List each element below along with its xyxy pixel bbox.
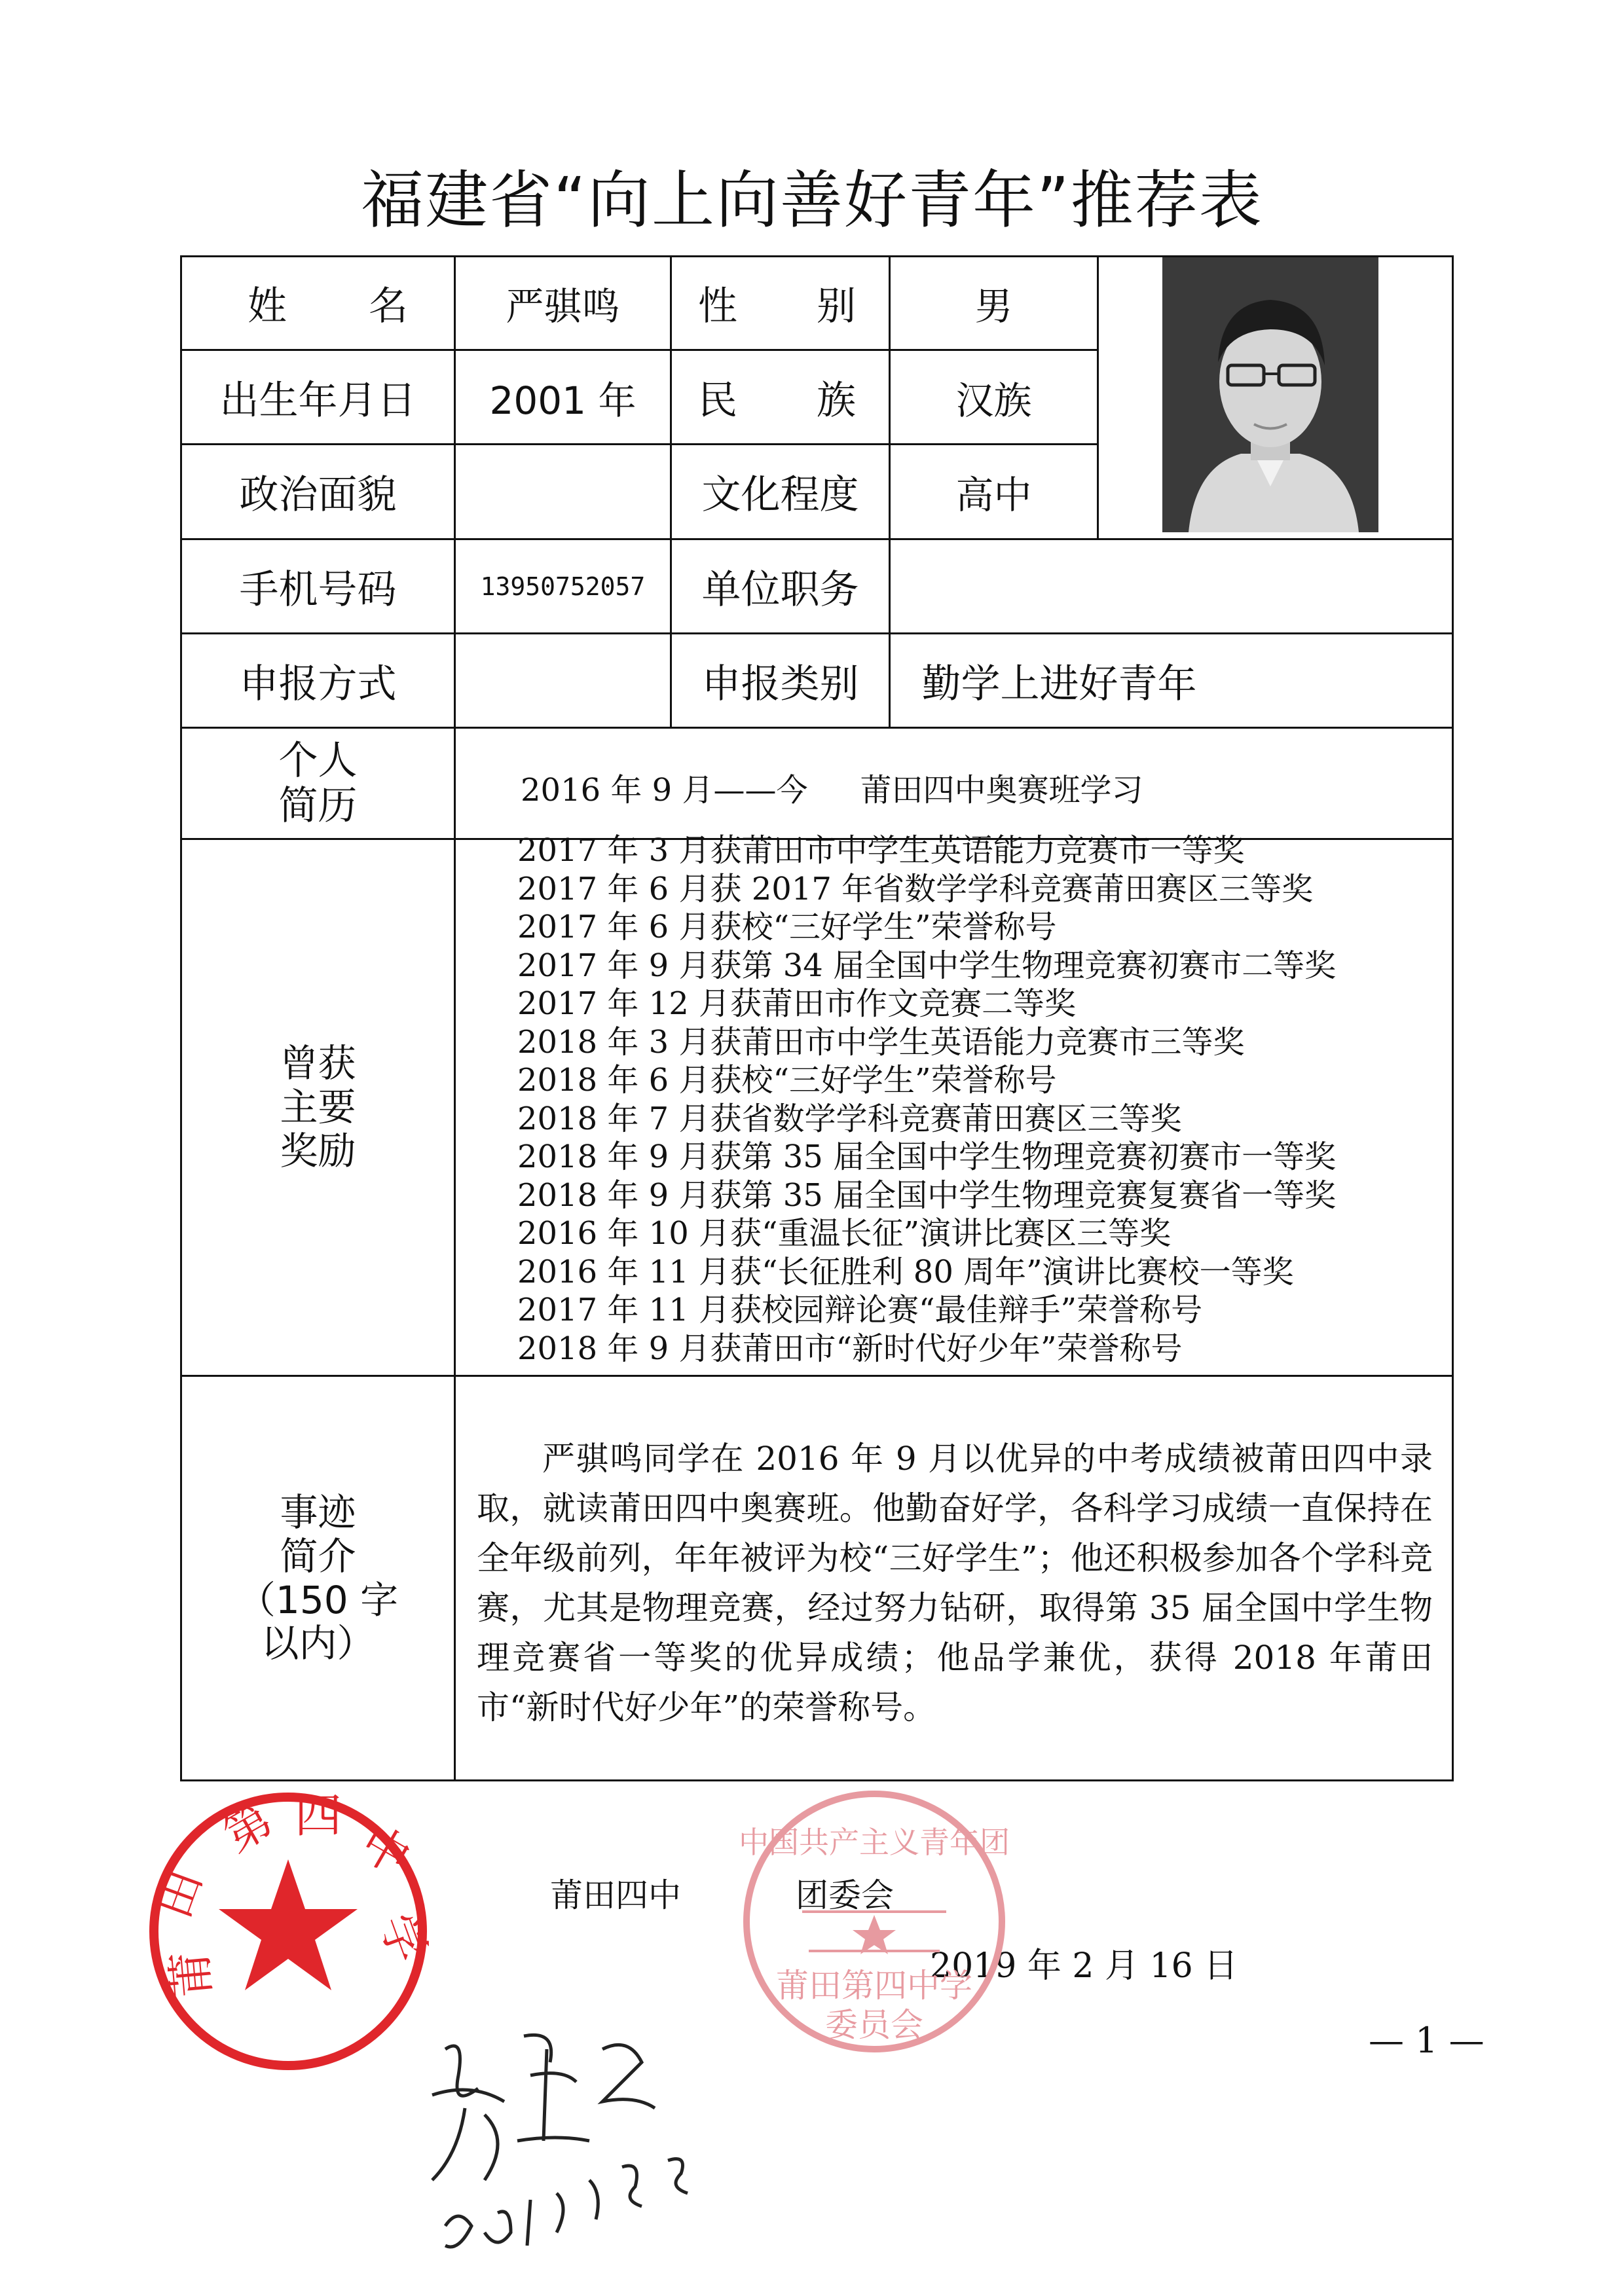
summary-label-line-4: 以内） xyxy=(261,1621,375,1666)
award-item: 2017 年 12 月获莆田市作文竞赛二等奖 xyxy=(517,985,1077,1022)
resume-label xyxy=(182,729,454,838)
award-item: 2018 年 9 月获第 35 届全国中学生物理竞赛复赛省一等奖 xyxy=(517,1176,1337,1214)
summary-paragraph: 严骐鸣同学在 2016 年 9 月以优异的中考成绩被莆田四中录取，就读莆田四中奥赛班。他勤奋好学，各科学习成绩一直保持在全年级前列，年年被评为校“三好学生”；他还积极参加各个学科竞赛，尤其是物理竞赛，经过努力钻研，取得第 35 届全国中学生物理竞赛省一等奖的优异成绩；他品学兼优，获得 2018 年莆田市“新时代好少年”的荣誉称号。 xyxy=(477,1440,1433,1726)
summary-label-line-1: 事迹 xyxy=(280,1490,356,1535)
handwritten-signature xyxy=(406,2010,747,2272)
education-value: 高中 xyxy=(955,473,1032,517)
youth-league-seal xyxy=(733,1781,1015,2062)
birth-label: 出生年月日 xyxy=(219,377,416,424)
gender-label-char-1: 性 xyxy=(698,283,737,329)
svg-text:莆田第四中学: 莆田第四中学 xyxy=(776,1967,972,2005)
award-item: 2018 年 6 月获校“三好学生”荣誉称号 xyxy=(517,1062,1057,1099)
apply-category-value: 勤学上进好青年 xyxy=(921,661,1197,707)
awards-label-line-1: 曾获 xyxy=(280,1041,356,1086)
summary-text xyxy=(477,1434,1433,1732)
summary-label-line-2: 简介 xyxy=(280,1533,356,1578)
svg-text:委员会: 委员会 xyxy=(825,2006,923,2044)
apply-method-label: 申报方式 xyxy=(239,661,397,707)
footer-date: 2019 年 2 月 16 日 xyxy=(930,1946,1238,1986)
education-label: 文化程度 xyxy=(701,472,859,518)
gender-label-char-2: 别 xyxy=(817,283,856,329)
portrait-image xyxy=(1162,257,1378,532)
svg-text:中: 中 xyxy=(351,1814,420,1886)
resume-period: 2016 年 9 月——今 xyxy=(521,772,808,809)
svg-text:田: 田 xyxy=(145,1862,213,1925)
award-item: 2017 年 6 月获 2017 年省数学学科竞赛莆田赛区三等奖 xyxy=(517,870,1314,907)
footer-committee: 团委会 xyxy=(796,1876,894,1914)
name-value: 严骐鸣 xyxy=(506,284,620,329)
award-item: 2018 年 9 月获莆田市“新时代好少年”荣誉称号 xyxy=(517,1330,1183,1367)
award-item: 2017 年 9 月获第 34 届全国中学生物理竞赛初赛市二等奖 xyxy=(517,947,1337,984)
school-seal xyxy=(138,1781,439,2082)
page-number: — 1 — xyxy=(1369,2020,1485,2061)
award-item: 2016 年 11 月获“长征胜利 80 周年”演讲比赛校一等奖 xyxy=(517,1253,1294,1290)
svg-text:四: 四 xyxy=(295,1788,342,1843)
name-label-char-1: 姓 xyxy=(248,283,287,329)
svg-text:第: 第 xyxy=(213,1791,282,1863)
footer-school: 莆田四中 xyxy=(550,1876,681,1914)
summary-label xyxy=(182,1377,454,1779)
form-title: 福建省“向上向善好青年”推荐表 xyxy=(361,164,1263,237)
name-label-char-2: 名 xyxy=(369,283,408,329)
award-item: 2018 年 9 月获第 35 届全国中学生物理竞赛初赛市一等奖 xyxy=(517,1139,1337,1175)
award-item: 2018 年 7 月获省数学学科竞赛莆田赛区三等奖 xyxy=(517,1100,1182,1137)
phone-label: 手机号码 xyxy=(239,566,397,613)
award-item: 2017 年 3 月获莆田市中学生英语能力竞赛市一等奖 xyxy=(517,832,1245,869)
awards-label-line-2: 主要 xyxy=(280,1085,356,1130)
gender-label xyxy=(672,257,889,349)
award-item: 2017 年 11 月获校园辩论赛“最佳辩手”荣誉称号 xyxy=(517,1292,1203,1328)
awards-label-line-3: 奖励 xyxy=(280,1128,356,1173)
svg-text:中国共产主义青年团: 中国共产主义青年团 xyxy=(739,1825,1010,1860)
ethnic-label xyxy=(672,351,889,443)
svg-text:学: 学 xyxy=(369,1906,437,1970)
birth-value: 2001 年 xyxy=(489,378,637,423)
award-item: 2018 年 3 月获莆田市中学生英语能力竞赛市三等奖 xyxy=(517,1023,1245,1061)
name-label xyxy=(182,257,454,349)
political-value xyxy=(456,445,670,538)
phone-value: 13950752057 xyxy=(480,572,646,601)
svg-text:莆: 莆 xyxy=(161,1948,221,2001)
political-label: 政治面貌 xyxy=(239,472,397,518)
resume-organization: 莆田四中奥赛班学习 xyxy=(860,772,1143,809)
resume-label-line-1: 个人 xyxy=(278,737,358,784)
apply-method-value xyxy=(456,634,670,727)
resume-label-line-2: 简历 xyxy=(278,782,358,829)
awards-list xyxy=(517,831,1336,1368)
resume-entry xyxy=(521,765,1143,810)
gender-value: 男 xyxy=(974,284,1013,329)
position-label: 单位职务 xyxy=(701,566,859,613)
award-item: 2016 年 10 月获“重温长征”演讲比赛区三等奖 xyxy=(517,1215,1172,1252)
apply-category-label: 申报类别 xyxy=(701,661,859,707)
summary-label-line-3: （150 字 xyxy=(237,1577,399,1622)
ethnic-value: 汉族 xyxy=(955,378,1032,423)
applicant-photo xyxy=(1162,257,1378,532)
position-value xyxy=(891,540,1452,632)
ethnic-label-char-2: 族 xyxy=(817,377,856,424)
awards-label xyxy=(182,840,454,1375)
ethnic-label-char-1: 民 xyxy=(698,377,737,424)
award-item: 2017 年 6 月获校“三好学生”荣誉称号 xyxy=(517,909,1057,945)
